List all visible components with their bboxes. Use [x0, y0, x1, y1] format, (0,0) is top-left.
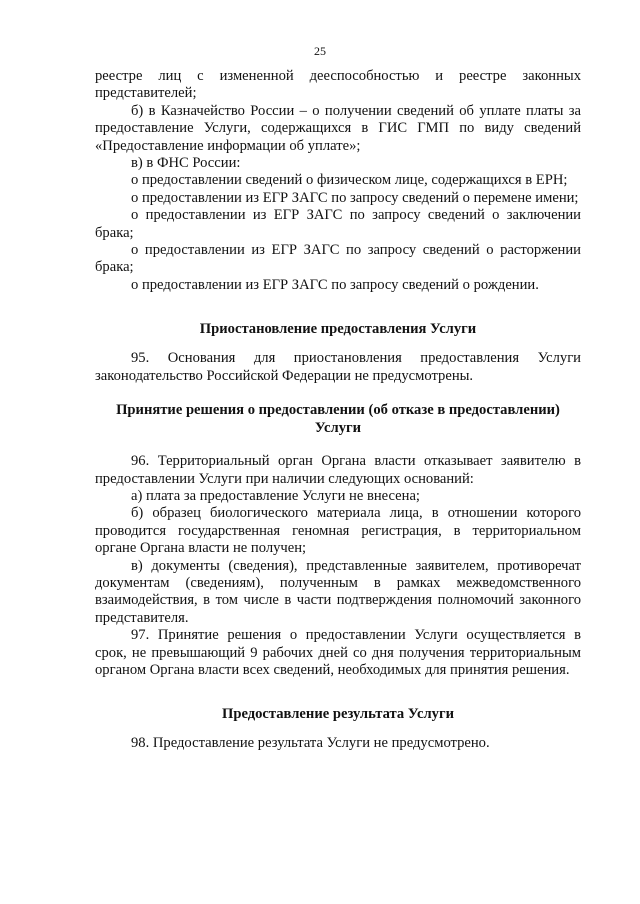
paragraph: 96. Территориальный орган Органа власти отказывает заявителю в предоставлении Услуги при наличии следующих оснований: — [95, 453, 581, 487]
paragraph: б) в Казначейство России – о получении сведений об уплате платы за предоставление Услуги, содержащихся в ГИС ГМП по виду сведений «Предоставление информации об уплате»; — [95, 102, 581, 154]
paragraph: 98. Предоставление результата Услуги не предусмотрено. — [131, 735, 490, 752]
page-content — [95, 68, 581, 753]
paragraph: 97. Принятие решения о предоставлении Услуги осуществляется в срок, не превышающий 9 рабочих дней со дня получения территориальным органом Органа власти всех сведений, необходимых для принятия решения. — [95, 627, 581, 678]
paragraph: о предоставлении из ЕГР ЗАГС по запросу сведений о заключении брака; — [95, 207, 581, 241]
section-heading: Предоставление результата Услуги — [222, 706, 454, 723]
page-number: 25 — [314, 44, 326, 58]
paragraph: в) документы (сведения), представленные заявителем, противоречат документам (сведениям), полученным в рамках межведомственного взаимодействия, в том числе в части подтверждения полномочий законного представителя. — [95, 557, 581, 626]
paragraph: а) плата за предоставление Услуги не внесена; — [131, 487, 420, 504]
paragraph: б) образец биологического материала лица, в отношении которого проводится государственная геномная регистрация, в территориальном органе Органа власти не получен; — [95, 505, 581, 557]
paragraph: о предоставлении из ЕГР ЗАГС по запросу сведений о рождении. — [131, 276, 539, 293]
paragraph: в) в ФНС России: — [131, 155, 241, 172]
section-heading — [95, 401, 581, 437]
paragraph: о предоставлении сведений о физическом лице, содержащихся в ЕРН; — [131, 172, 568, 189]
paragraph: о предоставлении из ЕГР ЗАГС по запросу сведений о перемене имени; — [131, 189, 579, 206]
heading-line: Принятие решения о предоставлении (об отказе в предоставлении) — [116, 402, 560, 419]
heading-line: Услуги — [314, 420, 362, 437]
paragraph: 95. Основания для приостановления предоставления Услуги законодательство Российской Федерации не предусмотрены. — [95, 350, 581, 384]
section-heading: Приостановление предоставления Услуги — [199, 321, 477, 338]
paragraph: реестре лиц с измененной дееспособностью и реестре законных представителей; — [95, 68, 581, 102]
paragraph: о предоставлении из ЕГР ЗАГС по запросу сведений о расторжении брака; — [95, 242, 581, 276]
